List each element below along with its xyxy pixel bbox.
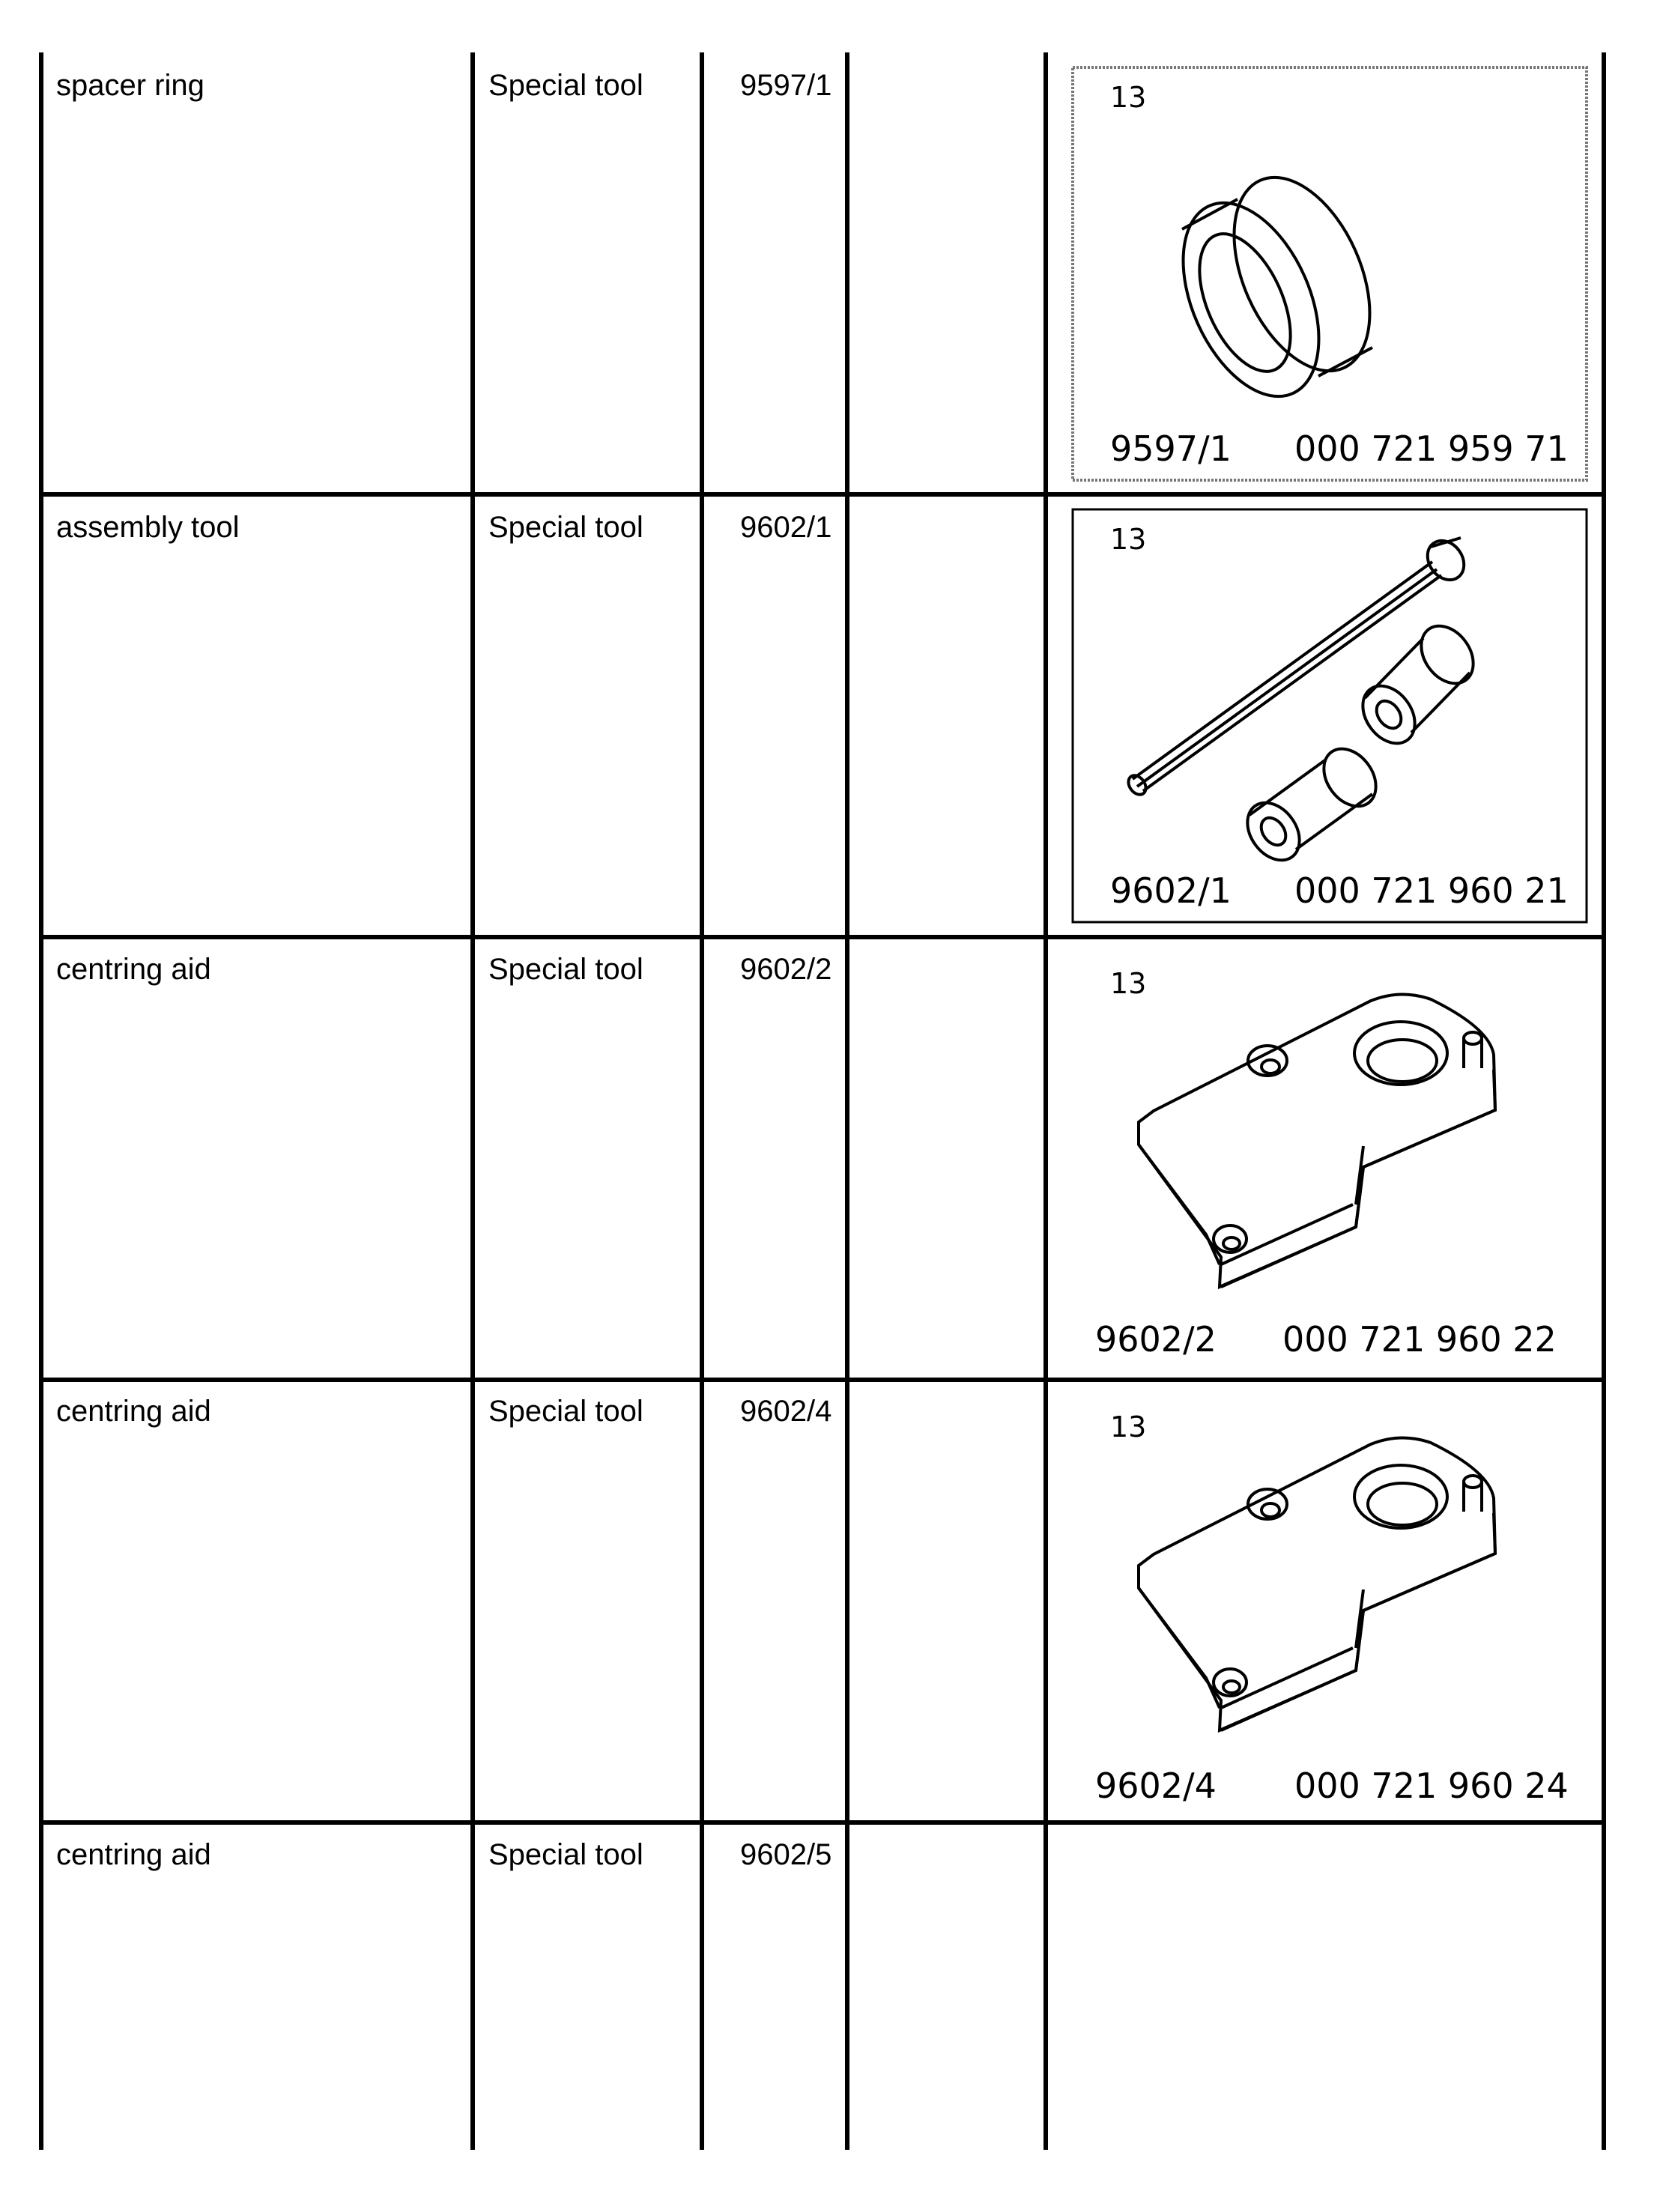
table-border-left bbox=[39, 52, 43, 2150]
tool-type: Special tool bbox=[488, 511, 643, 544]
row-divider-4 bbox=[39, 1820, 1606, 1825]
illustration-tool-number: 9597/1 bbox=[1110, 428, 1232, 469]
illustration-index: 13 bbox=[1110, 1410, 1147, 1443]
tool-type: Special tool bbox=[488, 953, 643, 986]
assembly-tool-icon bbox=[1125, 533, 1484, 870]
tool-number: 9602/5 bbox=[740, 1838, 832, 1871]
centring-aid-illustration bbox=[1071, 950, 1588, 1369]
assembly-tool-illustration bbox=[1071, 508, 1588, 924]
row-divider-2 bbox=[39, 935, 1606, 939]
row-divider-3 bbox=[39, 1378, 1606, 1382]
illustration-part-number: 000 721 960 24 bbox=[1294, 1766, 1569, 1806]
illustration-index: 13 bbox=[1110, 81, 1147, 114]
tool-name: assembly tool bbox=[56, 511, 240, 544]
tool-number: 9597/1 bbox=[740, 69, 832, 102]
column-divider-1 bbox=[470, 52, 475, 2150]
tool-number: 9602/2 bbox=[740, 953, 832, 986]
tool-number: 9602/4 bbox=[740, 1395, 832, 1428]
centring-aid-icon bbox=[1139, 1437, 1495, 1730]
illustration-part-number: 000 721 960 22 bbox=[1282, 1319, 1557, 1360]
tool-type: Special tool bbox=[488, 1395, 643, 1428]
illustration-index: 13 bbox=[1110, 967, 1147, 1000]
tool-name: spacer ring bbox=[56, 69, 205, 102]
row-divider-1 bbox=[39, 492, 1606, 497]
illustration-tool-number: 9602/4 bbox=[1095, 1766, 1217, 1806]
illustration-part-number: 000 721 960 21 bbox=[1294, 870, 1569, 911]
tool-type: Special tool bbox=[488, 1838, 643, 1871]
illustration-index: 13 bbox=[1110, 523, 1147, 556]
spacer-ring-illustration bbox=[1071, 66, 1588, 482]
tool-type: Special tool bbox=[488, 69, 643, 102]
tool-name: centring aid bbox=[56, 953, 211, 986]
tool-number: 9602/1 bbox=[740, 511, 832, 544]
column-divider-4 bbox=[1043, 52, 1048, 2150]
illustration-part-number: 000 721 959 71 bbox=[1294, 428, 1569, 469]
tool-name: centring aid bbox=[56, 1395, 211, 1428]
illustration-tool-number: 9602/1 bbox=[1110, 870, 1232, 911]
illustration-tool-number: 9602/2 bbox=[1095, 1319, 1217, 1360]
column-divider-2 bbox=[700, 52, 704, 2150]
table-border-right bbox=[1602, 52, 1606, 2150]
centring-aid-illustration bbox=[1071, 1393, 1588, 1813]
centring-aid-icon bbox=[1139, 994, 1495, 1287]
spacer-ring-icon bbox=[1156, 157, 1397, 417]
column-divider-3 bbox=[845, 52, 849, 2150]
tool-name: centring aid bbox=[56, 1838, 211, 1871]
